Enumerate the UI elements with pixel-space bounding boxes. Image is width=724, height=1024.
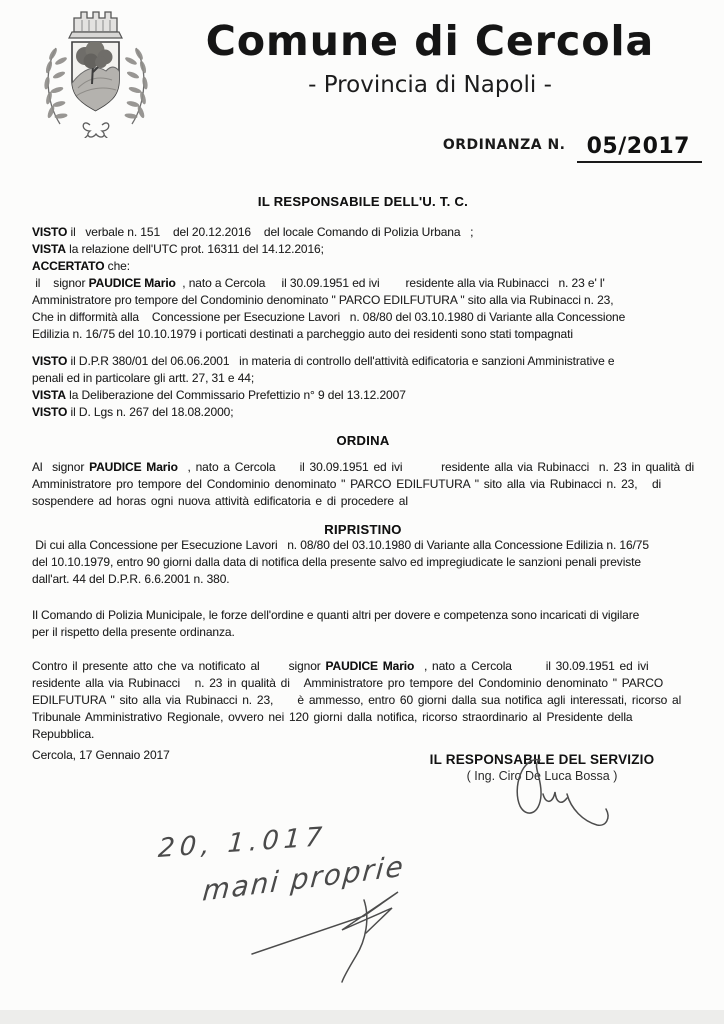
document-body	[0, 194, 724, 764]
commune-title: Comune di Cercola	[205, 17, 655, 65]
ordina-heading: ORDINA	[336, 433, 390, 448]
ripristino-heading: RIPRISTINO	[324, 522, 402, 537]
province-subtitle: - Provincia di Napoli -	[308, 72, 552, 98]
document-header	[0, 0, 724, 130]
ordinance-number: 05/2017	[577, 134, 702, 163]
place-date: Cercola, 17 Gennaio 2017	[32, 748, 170, 762]
municipal-coat-of-arms-icon	[36, 4, 158, 138]
ripristino-paragraph: Di cui alla Concessione per Esecuzione Lavori n. 08/80 del 03.10.1980 di Variante alla Concessione Edilizia n. 16/75 del 10.10.1979, entro 90 giorni dalla data di notifica della presente salvo ed impregiudicate le sanzioni penali previste dall'art. 44 del D.P.R. 6.6.2001 n. 380.	[32, 538, 649, 586]
visti-paragraph: VISTO il D.P.R 380/01 del 06.06.2001 in materia di controllo dell'attività edificatoria e sanzioni Amministrative e penali ed in particolare gli artt. 27, 31 e 44; VISTA la Deliberazione del Commissario Prefettizio n° 9 del 13.12.2007 VISTO il D. Lgs n. 267 del 18.08.2000;	[32, 354, 615, 419]
ricorso-paragraph: Contro il presente atto che va notificato al signor PAUDICE Mario , nato a Cercola il 30.09.1951 ed ivi residente alla via Rubinacci n. 23 in qualità di Amministratore pro tempore del Condominio denominato " PARCO EDILFUTURA " sito alla via Rubinacci n. 23, è ammesso, entro 60 giorni dalla sua notifica agli interessati, ricorso al Tribunale Amministrativo Regionale, ovvero nei 120 giorni dalla notifica, ricorso straordinario al Presidente della Repubblica.	[32, 659, 682, 741]
ordinance-number-row	[0, 134, 724, 170]
ordinance-label: ORDINANZA N.	[442, 137, 566, 153]
signature-role: IL RESPONSABILE DEL SERVIZIO	[429, 752, 655, 767]
signature-name: ( Ing. Ciro De Luca Bossa )	[466, 769, 618, 783]
handwritten-note: mani proprie	[201, 849, 407, 908]
signature-block	[408, 752, 676, 783]
vigilanza-paragraph: Il Comando di Polizia Municipale, le forze dell'ordine e quanti altri per dovere e competenza sono incaricati di vigilare per il rispetto della presente ordinanza.	[32, 608, 640, 639]
scan-artifact-band	[0, 1010, 724, 1024]
responsabile-utc-heading: IL RESPONSABILE DELL'U. T. C.	[257, 194, 469, 209]
ordina-paragraph: Al signor PAUDICE Mario , nato a Cercola il 30.09.1951 ed ivi residente alla via Rubinacci n. 23 in qualità di Amministratore pro tempore del Condominio denominato " PARCO EDILFUTURA " sito alla via Rubinacci n. 23, di sospendere ad horas ogni nuova attività edificatoria e di procedere al	[32, 460, 694, 508]
handwritten-date: 20, 1.017	[157, 821, 328, 865]
handwritten-signature-scribble-icon	[246, 878, 424, 986]
premises-paragraph: VISTO il verbale n. 151 del 20.12.2016 del locale Comando di Polizia Urbana ; VISTA la relazione dell'UTC prot. 16311 del 14.12.2016; ACCERTATO che: il signor PAUDICE Mario , nato a Cercola il 30.09.1951 ed ivi residente alla via Rubinacci n. 23 e' l' Amministratore pro tempore del Condominio denominato " PARCO EDILFUTURA " sito alla via Rubinacci n. 23, Che in difformità alla Concessione per Esecuzione Lavori n. 08/80 del 03.10.1980 di Variante alla Concessione Edilizia n. 16/75 del 10.10.1979 i porticati destinati a parcheggio auto dei residenti sono stati tompagnati	[32, 225, 626, 341]
